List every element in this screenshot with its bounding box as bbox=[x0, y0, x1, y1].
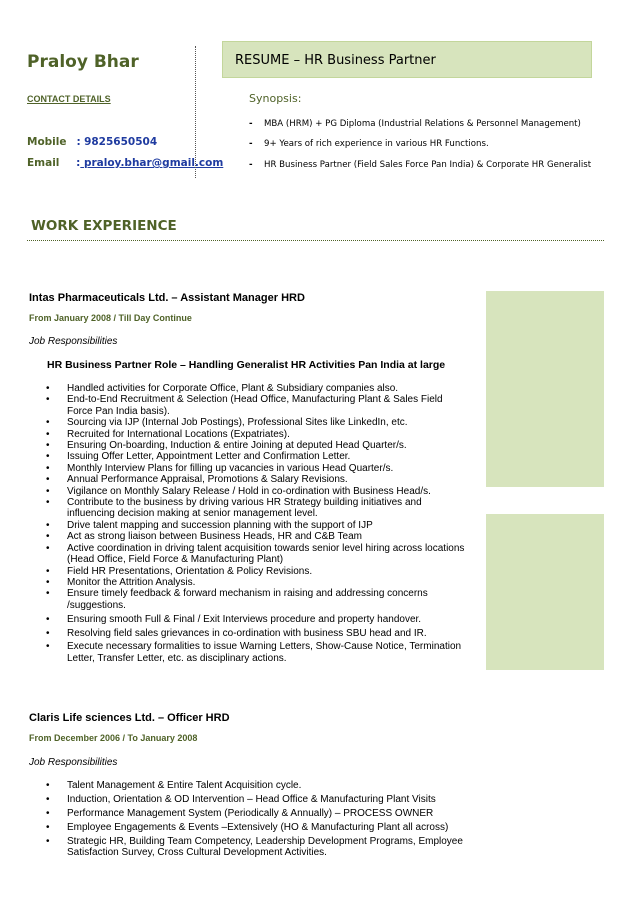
bullet-marker: • bbox=[46, 807, 50, 819]
synopsis-item bbox=[249, 160, 591, 170]
list-item-text: Handled activities for Corporate Office, Plant & Subsidiary companies also. bbox=[67, 383, 399, 394]
bullet-marker: • bbox=[46, 576, 50, 588]
bullet-marker: • bbox=[46, 613, 50, 625]
list-item-text: Issuing Offer Letter, Appointment Letter and Confirmation Letter. bbox=[67, 451, 351, 463]
synopsis-item-text: MBA (HRM) + PG Diploma (Industrial Relations & Personnel Management) bbox=[264, 119, 581, 129]
resume-title-box bbox=[222, 41, 592, 78]
bullet-marker: • bbox=[46, 821, 50, 833]
list-item bbox=[46, 588, 466, 611]
bullet-marker: • bbox=[46, 565, 50, 577]
dash-marker: - bbox=[249, 160, 253, 170]
list-item bbox=[46, 417, 466, 428]
list-item bbox=[46, 543, 466, 566]
bullet-marker: • bbox=[46, 641, 50, 653]
job-company-title: Intas Pharmaceuticals Ltd. – Assistant Manager HRD bbox=[29, 292, 305, 304]
bullet-marker: • bbox=[46, 440, 50, 452]
bullet-marker: • bbox=[46, 462, 50, 474]
list-item bbox=[46, 520, 466, 531]
list-item bbox=[46, 836, 486, 859]
list-item bbox=[46, 394, 466, 417]
bullet-marker: • bbox=[46, 793, 50, 805]
dash-marker: - bbox=[249, 119, 253, 129]
bullet-marker: • bbox=[46, 497, 50, 509]
work-experience-heading: WORK EXPERIENCE bbox=[31, 218, 177, 234]
email-line bbox=[27, 157, 223, 169]
list-item bbox=[46, 808, 486, 819]
synopsis-item bbox=[249, 119, 581, 129]
job-responsibilities-label: Job Responsibilities bbox=[29, 757, 118, 768]
list-item-text: Sourcing via IJP (Internal Job Postings), Professional Sites like LinkedIn, etc. bbox=[67, 417, 408, 429]
bullet-marker: • bbox=[46, 474, 50, 486]
list-item bbox=[46, 577, 466, 588]
bullet-marker: • bbox=[46, 835, 50, 847]
bullet-marker: • bbox=[46, 627, 50, 639]
synopsis-item-text: HR Business Partner (Field Sales Force Pan India) & Corporate HR Generalist bbox=[264, 160, 592, 170]
list-item-text: Resolving field sales grievances in co-ordination with business SBU head and IR. bbox=[67, 627, 427, 639]
list-item-text: Active coordination in driving talent acquisition towards senior level hiring across locations (Head Office, Field Force & Manufacturing Plant) bbox=[67, 542, 465, 566]
job-role-heading: HR Business Partner Role – Handling Generalist HR Activities Pan India at large bbox=[47, 359, 446, 371]
bullet-marker: • bbox=[46, 531, 50, 543]
bullet-marker: • bbox=[46, 451, 50, 463]
list-item-text: Ensure timely feedback & forward mechanism in raising and addressing concerns /suggestions. bbox=[67, 588, 428, 611]
list-item bbox=[46, 440, 466, 451]
list-item-text: Annual Performance Appraisal, Promotions & Salary Revisions. bbox=[67, 474, 348, 486]
bullet-marker: • bbox=[46, 394, 50, 406]
bullet-marker: • bbox=[46, 417, 50, 429]
green-side-panel bbox=[486, 291, 604, 487]
list-item-text: End-to-End Recruitment & Selection (Head Office, Manufacturing Plant & Sales Field Force Pan India basis). bbox=[67, 394, 443, 417]
list-item bbox=[46, 780, 486, 791]
email-label: Email bbox=[27, 157, 60, 169]
list-item bbox=[46, 383, 466, 394]
mobile-label: Mobile bbox=[27, 136, 67, 148]
list-item-text: Monthly Interview Plans for filling up vacancies in various Head Quarter/s. bbox=[67, 462, 394, 474]
resume-title: RESUME – HR Business Partner bbox=[235, 53, 436, 68]
mobile-line bbox=[27, 136, 157, 148]
bullet-marker: • bbox=[46, 428, 50, 440]
list-item bbox=[46, 451, 466, 462]
email-separator: : bbox=[76, 157, 81, 169]
list-item-text: Vigilance on Monthly Salary Release / Hold in co-ordination with Business Head/s. bbox=[67, 485, 431, 497]
dash-marker: - bbox=[249, 139, 253, 149]
job-bullet-list bbox=[46, 383, 466, 664]
list-item-text: Induction, Orientation & OD Intervention – Head Office & Manufacturing Plant Visits bbox=[67, 793, 436, 805]
list-item bbox=[46, 486, 466, 497]
list-item-text: Contribute to the business by driving various HR Strategy building initiatives and influencing decision making at senior management level. bbox=[67, 497, 422, 520]
email-link[interactable]: praloy.bhar@gmail.com bbox=[80, 157, 224, 169]
candidate-name: Praloy Bhar bbox=[27, 52, 139, 72]
job-company-title: Claris Life sciences Ltd. – Officer HRD bbox=[29, 712, 230, 724]
list-item-text: Talent Management & Entire Talent Acquisition cycle. bbox=[67, 780, 302, 791]
green-side-panel bbox=[486, 514, 604, 670]
list-item bbox=[46, 429, 466, 440]
job-period: From January 2008 / Till Day Continue bbox=[29, 313, 192, 323]
synopsis-item-text: 9+ Years of rich experience in various HR Functions. bbox=[264, 139, 489, 149]
bullet-marker: • bbox=[46, 542, 50, 554]
job-responsibilities-label: Job Responsibilities bbox=[29, 336, 118, 347]
synopsis-item bbox=[249, 139, 489, 149]
list-item bbox=[46, 822, 486, 833]
work-experience-rule bbox=[27, 240, 604, 241]
list-item-text: Performance Management System (Periodically & Annually) – PROCESS OWNER bbox=[67, 807, 434, 819]
synopsis-heading: Synopsis: bbox=[249, 92, 302, 105]
list-item bbox=[46, 794, 486, 805]
list-item-text: Drive talent mapping and succession planning with the support of IJP bbox=[67, 519, 373, 531]
bullet-marker: • bbox=[46, 519, 50, 531]
contact-details-heading: CONTACT DETAILS bbox=[27, 94, 111, 104]
list-item bbox=[46, 641, 466, 664]
list-item bbox=[46, 463, 466, 474]
mobile-separator: : bbox=[76, 136, 81, 148]
list-item-text: Strategic HR, Building Team Competency, Leadership Development Programs, Employee Satisfaction Survey, Cross Cultural Development Activities. bbox=[67, 835, 463, 859]
list-item-text: Employee Engagements & Events –Extensively (HO & Manufacturing Plant all across) bbox=[67, 821, 449, 833]
list-item-text: Recruited for International Locations (Expatriates). bbox=[67, 428, 290, 440]
list-item bbox=[46, 628, 466, 639]
list-item-text: Act as strong liaison between Business Heads, HR and C&B Team bbox=[67, 531, 362, 543]
list-item bbox=[46, 497, 466, 520]
header-vertical-divider bbox=[195, 46, 196, 178]
bullet-marker: • bbox=[46, 485, 50, 497]
list-item-text: Monitor the Attrition Analysis. bbox=[67, 576, 196, 588]
list-item bbox=[46, 531, 466, 542]
list-item bbox=[46, 614, 466, 625]
job-bullet-list bbox=[46, 780, 486, 858]
bullet-marker: • bbox=[46, 780, 50, 791]
list-item-text: Ensuring On-boarding, Induction & entire Joining at deputed Head Quarter/s. bbox=[67, 440, 407, 452]
list-item-text: Ensuring smooth Full & Final / Exit Interviews procedure and property handover. bbox=[67, 613, 422, 625]
job-period: From December 2006 / To January 2008 bbox=[29, 733, 198, 743]
list-item-text: Field HR Presentations, Orientation & Policy Revisions. bbox=[67, 565, 313, 577]
mobile-number: 9825650504 bbox=[84, 136, 158, 148]
bullet-marker: • bbox=[46, 588, 50, 600]
list-item bbox=[46, 566, 466, 577]
bullet-marker: • bbox=[46, 383, 50, 394]
list-item bbox=[46, 474, 466, 485]
list-item-text: Execute necessary formalities to issue Warning Letters, Show-Cause Notice, Termination Letter, Transfer Letter, etc. as disciplinary actions. bbox=[67, 641, 462, 664]
